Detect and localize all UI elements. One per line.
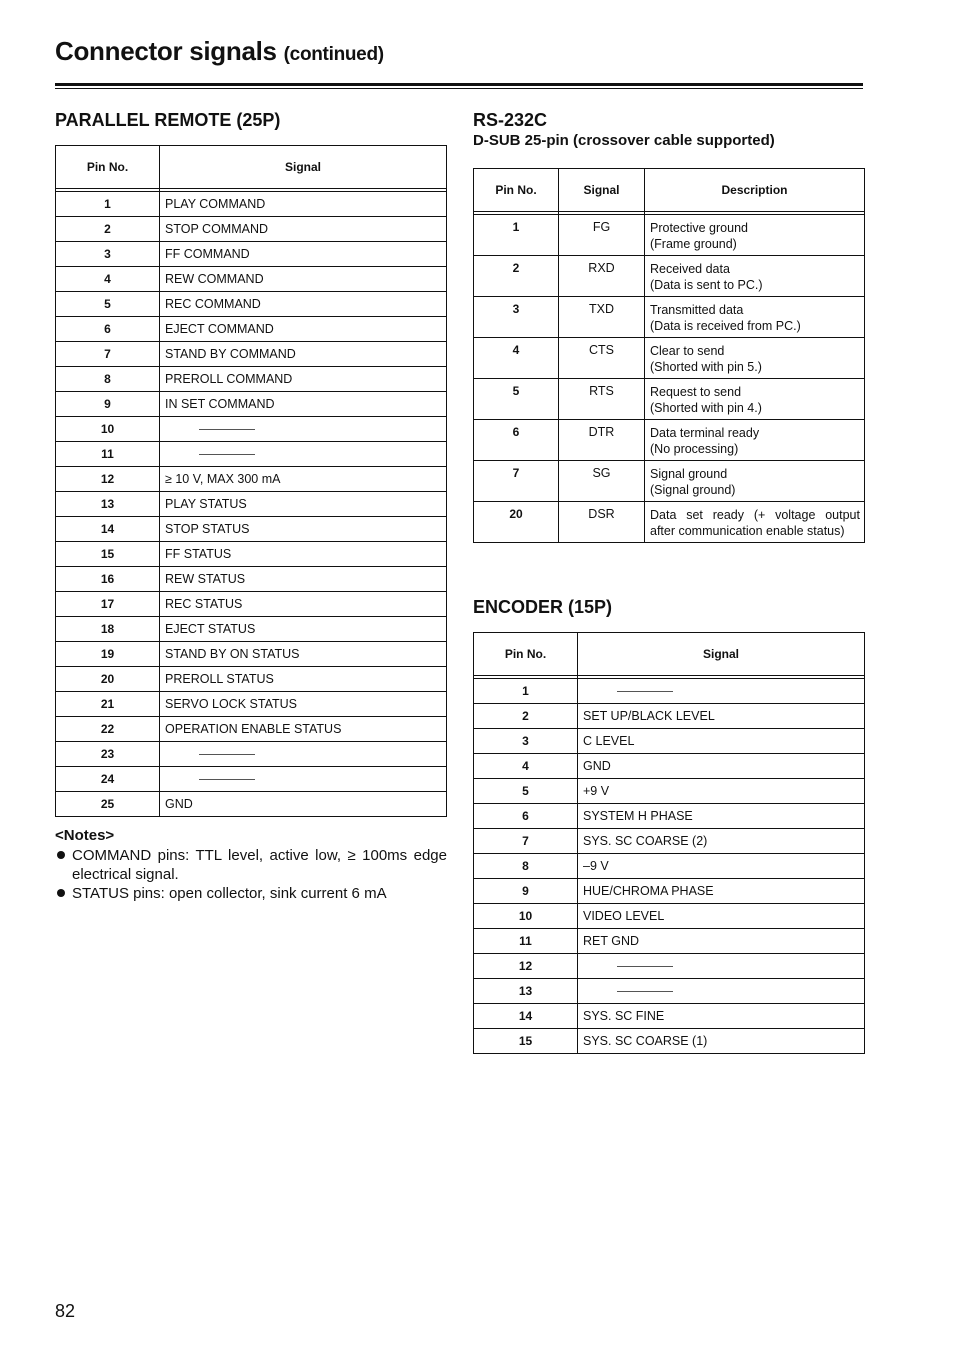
description-line: (Shorted with pin 5.) (650, 360, 762, 374)
description-cell (645, 379, 865, 420)
signal-cell: C LEVEL (578, 729, 865, 754)
pin-cell: 11 (56, 442, 160, 467)
table-row (474, 215, 865, 256)
pin-cell: 3 (56, 242, 160, 267)
signal-cell: STAND BY COMMAND (160, 342, 447, 367)
pin-cell: 2 (474, 256, 559, 297)
notes (55, 827, 447, 903)
unused-dash (617, 966, 673, 967)
column-header-signal: Signal (559, 169, 645, 212)
signal-cell-unused (160, 442, 447, 467)
table-row (474, 379, 865, 420)
encoder-table (473, 632, 865, 1054)
signal-cell: VIDEO LEVEL (578, 904, 865, 929)
table-row (56, 742, 447, 767)
table-row (474, 754, 865, 779)
pin-cell: 8 (474, 854, 578, 879)
signal-cell: FG (559, 215, 645, 256)
pin-cell: 15 (56, 542, 160, 567)
pin-cell: 20 (474, 502, 559, 543)
table-row (474, 879, 865, 904)
description-line: (No processing) (650, 442, 739, 456)
page-title (55, 36, 384, 67)
table-row (56, 767, 447, 792)
pin-cell: 9 (474, 879, 578, 904)
table-row (56, 467, 447, 492)
unused-dash (199, 754, 255, 755)
encoder-title: ENCODER (15P) (473, 597, 613, 617)
table-row (56, 542, 447, 567)
unused-dash (199, 429, 255, 430)
bullet-icon (57, 851, 65, 859)
table-row (474, 338, 865, 379)
rs232c-table (473, 168, 865, 543)
table-row (56, 567, 447, 592)
description-line: Transmitted data (650, 303, 744, 317)
signal-cell: FF COMMAND (160, 242, 447, 267)
signal-cell: SYS. SC COARSE (2) (578, 829, 865, 854)
table-row (56, 442, 447, 467)
description-cell (645, 420, 865, 461)
table-row (56, 617, 447, 642)
signal-cell: ≥ 10 V, MAX 300 mA (160, 467, 447, 492)
signal-cell: HUE/CHROMA PHASE (578, 879, 865, 904)
signal-cell: PREROLL COMMAND (160, 367, 447, 392)
pin-cell: 10 (56, 417, 160, 442)
description-cell (645, 297, 865, 338)
column-header-pin: Pin No. (56, 146, 160, 189)
table-row (474, 804, 865, 829)
table-row (56, 417, 447, 442)
pin-cell: 21 (56, 692, 160, 717)
description-line: Clear to send (650, 344, 725, 358)
table-row (56, 517, 447, 542)
table-row (474, 420, 865, 461)
description-cell (645, 461, 865, 502)
table-row (474, 461, 865, 502)
pin-cell: 12 (474, 954, 578, 979)
description-line: (Data is sent to PC.) (650, 278, 763, 292)
rs232c-table-body (474, 215, 865, 543)
signal-cell: STOP STATUS (160, 517, 447, 542)
signal-cell-unused (578, 979, 865, 1004)
signal-cell-unused (160, 417, 447, 442)
description-line: Request to send (650, 385, 742, 399)
pin-cell: 8 (56, 367, 160, 392)
table-row (56, 342, 447, 367)
column-header-description: Description (645, 169, 865, 212)
pin-cell: 22 (56, 717, 160, 742)
pin-cell: 4 (474, 754, 578, 779)
pin-cell: 1 (474, 679, 578, 704)
table-row (474, 729, 865, 754)
signal-cell: FF STATUS (160, 542, 447, 567)
parallel-remote-title: PARALLEL REMOTE (25P) (55, 110, 281, 130)
table-row (56, 792, 447, 817)
pin-cell: 20 (56, 667, 160, 692)
signal-cell: PREROLL STATUS (160, 667, 447, 692)
description-cell (645, 215, 865, 256)
pin-cell: 5 (474, 779, 578, 804)
signal-cell-unused (578, 679, 865, 704)
signal-cell: STAND BY ON STATUS (160, 642, 447, 667)
table-row (474, 1004, 865, 1029)
pin-cell: 7 (474, 461, 559, 502)
note-item (55, 846, 447, 884)
description-line: Signal ground (650, 467, 728, 481)
pin-cell: 2 (56, 217, 160, 242)
header-rule-thick (55, 83, 863, 86)
table-row (474, 256, 865, 297)
pin-cell: 7 (474, 829, 578, 854)
pin-cell: 11 (474, 929, 578, 954)
unused-dash (199, 454, 255, 455)
rs232c-title: RS-232C (473, 110, 548, 130)
notes-title: <Notes> (55, 827, 115, 844)
pin-cell: 15 (474, 1029, 578, 1054)
signal-cell: EJECT COMMAND (160, 317, 447, 342)
signal-cell: RXD (559, 256, 645, 297)
signal-cell: +9 V (578, 779, 865, 804)
description-cell (645, 502, 865, 543)
pin-cell: 5 (56, 292, 160, 317)
description-line: Protective ground (650, 221, 748, 235)
signal-cell: SYS. SC FINE (578, 1004, 865, 1029)
signal-cell: RTS (559, 379, 645, 420)
description-line: Received data (650, 262, 730, 276)
pin-cell: 6 (474, 420, 559, 461)
pin-cell: 1 (56, 192, 160, 217)
table-row (56, 392, 447, 417)
table-row (474, 779, 865, 804)
pin-cell: 7 (56, 342, 160, 367)
signal-cell-unused (160, 742, 447, 767)
pin-cell: 18 (56, 617, 160, 642)
description-line: (Signal ground) (650, 483, 736, 497)
rs232c-subtitle: D-SUB 25-pin (crossover cable supported) (473, 132, 775, 149)
description-line: Data set ready (+ voltage output (650, 508, 860, 522)
signal-cell: GND (578, 754, 865, 779)
pin-cell: 13 (474, 979, 578, 1004)
table-row (474, 929, 865, 954)
signal-cell: REW COMMAND (160, 267, 447, 292)
header-rule-thin (55, 88, 863, 89)
pin-cell: 14 (56, 517, 160, 542)
pin-cell: 12 (56, 467, 160, 492)
signal-cell: SERVO LOCK STATUS (160, 692, 447, 717)
pin-cell: 10 (474, 904, 578, 929)
signal-cell: GND (160, 792, 447, 817)
pin-cell: 6 (474, 804, 578, 829)
column-header-signal: Signal (160, 146, 447, 189)
signal-cell: SG (559, 461, 645, 502)
signal-cell: SET UP/BLACK LEVEL (578, 704, 865, 729)
table-row (56, 267, 447, 292)
table-row (56, 292, 447, 317)
pin-cell: 4 (474, 338, 559, 379)
pin-cell: 14 (474, 1004, 578, 1029)
table-row (56, 242, 447, 267)
table-row (474, 829, 865, 854)
table-row (474, 954, 865, 979)
pin-cell: 16 (56, 567, 160, 592)
table-row (474, 1029, 865, 1054)
note-text: STATUS pins: open collector, sink current 6 mA (72, 885, 387, 902)
signal-cell: –9 V (578, 854, 865, 879)
pin-cell: 3 (474, 297, 559, 338)
signal-cell: RET GND (578, 929, 865, 954)
encoder-table-body (474, 679, 865, 1054)
pin-cell: 9 (56, 392, 160, 417)
signal-cell: TXD (559, 297, 645, 338)
column-header-signal: Signal (578, 633, 865, 676)
pin-cell: 3 (474, 729, 578, 754)
table-row (56, 192, 447, 217)
column-header-pin: Pin No. (474, 633, 578, 676)
note-text: COMMAND pins: TTL level, active low, ≥ 100ms edge electrical signal. (72, 847, 447, 883)
signal-cell: CTS (559, 338, 645, 379)
unused-dash (199, 779, 255, 780)
signal-cell: PLAY STATUS (160, 492, 447, 517)
pin-cell: 23 (56, 742, 160, 767)
table-row (56, 692, 447, 717)
table-row (56, 317, 447, 342)
pin-cell: 1 (474, 215, 559, 256)
table-row (56, 642, 447, 667)
signal-cell: IN SET COMMAND (160, 392, 447, 417)
signal-cell: SYSTEM H PHASE (578, 804, 865, 829)
page-title-continued: (continued) (283, 44, 384, 65)
signal-cell: REC COMMAND (160, 292, 447, 317)
signal-cell: OPERATION ENABLE STATUS (160, 717, 447, 742)
signal-cell: SYS. SC COARSE (1) (578, 1029, 865, 1054)
bullet-icon (57, 889, 65, 897)
table-row (56, 667, 447, 692)
table-row (474, 704, 865, 729)
table-row (474, 502, 865, 543)
signal-cell: STOP COMMAND (160, 217, 447, 242)
pin-cell: 6 (56, 317, 160, 342)
table-row (474, 297, 865, 338)
description-line: Data terminal ready (650, 426, 760, 440)
signal-cell: PLAY COMMAND (160, 192, 447, 217)
pin-cell: 4 (56, 267, 160, 292)
description-line: after communication enable status) (650, 524, 845, 538)
signal-cell: DSR (559, 502, 645, 543)
table-row (56, 717, 447, 742)
pin-cell: 25 (56, 792, 160, 817)
description-line: (Shorted with pin 4.) (650, 401, 762, 415)
table-row (56, 367, 447, 392)
signal-cell: DTR (559, 420, 645, 461)
signal-cell: EJECT STATUS (160, 617, 447, 642)
table-row (474, 854, 865, 879)
column-header-pin: Pin No. (474, 169, 559, 212)
unused-dash (617, 691, 673, 692)
pin-cell: 24 (56, 767, 160, 792)
description-line: (Data is received from PC.) (650, 319, 801, 333)
table-row (474, 979, 865, 1004)
signal-cell-unused (578, 954, 865, 979)
table-row (474, 904, 865, 929)
parallel-remote-table (55, 145, 447, 817)
unused-dash (617, 991, 673, 992)
signal-cell: REC STATUS (160, 592, 447, 617)
table-row (56, 492, 447, 517)
description-cell (645, 256, 865, 297)
page-number: 82 (55, 1301, 76, 1321)
note-item (55, 884, 447, 903)
description-cell (645, 338, 865, 379)
table-row (56, 217, 447, 242)
pin-cell: 5 (474, 379, 559, 420)
pin-cell: 2 (474, 704, 578, 729)
pin-cell: 17 (56, 592, 160, 617)
table-row (474, 679, 865, 704)
pin-cell: 13 (56, 492, 160, 517)
pin-cell: 19 (56, 642, 160, 667)
parallel-remote-table-body (56, 192, 447, 817)
table-row (56, 592, 447, 617)
signal-cell: REW STATUS (160, 567, 447, 592)
signal-cell-unused (160, 767, 447, 792)
page-title-main: Connector signals (55, 36, 277, 66)
description-line: (Frame ground) (650, 237, 737, 251)
